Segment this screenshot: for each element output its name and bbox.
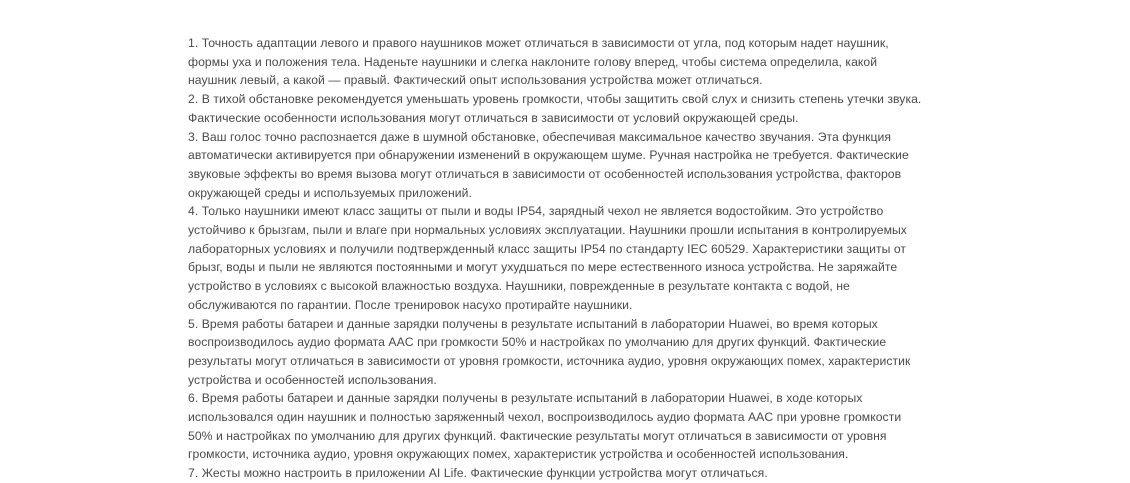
note-number: 6.	[188, 391, 199, 406]
note-number: 3.	[188, 129, 199, 144]
note-number: 5.	[188, 316, 199, 331]
disclaimer-note-7	[188, 464, 928, 483]
disclaimer-note-5	[188, 315, 928, 390]
note-number: 7.	[188, 466, 199, 481]
note-text: Ваш голос точно распознается даже в шумной обстановке, обеспечивая максимальное качество звучания. Эта функция автоматически активируется при обнаружении изменений в окружающем шуме. Ручная настройка не требуется. Фактические звуковые эффекты во время вызова могут отличаться в зависимости от особенностей использования устройства, факторов окружающей среды и используемых приложений.	[188, 129, 909, 200]
note-text: В тихой обстановке рекомендуется уменьшать уровень громкости, чтобы защитить свой слух и снизить степень утечки звука. Фактические особенности использования могут отличаться в зависимости от условий окружающей среды.	[188, 92, 922, 125]
note-text: Время работы батареи и данные зарядки получены в результате испытаний в лаборатории Huawei, во время которых воспроизводилось аудио формата AAC при громкости 50% и настройках по умолчанию для других функций. Фактические результаты могут отличаться в зависимости от уровня громкости, источника аудио, уровня окружающих помех, характеристик устройства и особенностей использования.	[188, 316, 911, 387]
disclaimer-note-4	[188, 202, 928, 314]
note-text: Время работы батареи и данные зарядки получены в результате испытаний в лаборатории Huawei, в ходе которых использовался один наушник и полностью заряженный чехол, воспроизводилось аудио формата AAC при уровне громкости 50% и настройках по умолчанию для других функций. Фактические результаты могут отличаться в зависимости от уровня громкости, источника аудио, уровня окружающих помех, характеристик устройства и особенностей использования.	[188, 391, 902, 462]
disclaimer-notes	[188, 34, 928, 483]
note-text: Жесты можно настроить в приложении AI Life. Фактические функции устройства могут отличаться.	[201, 466, 768, 481]
note-number: 1.	[188, 36, 199, 50]
note-text: Точность адаптации левого и правого наушников может отличаться в зависимости от угла, под которым надет наушник, формы уха и положения тела. Наденьте наушники и слегка наклоните голову вперед, чтобы система определила, какой наушник левый, а какой — правый. Фактический опыт использования устройства может отличаться.	[188, 36, 889, 88]
note-number: 2.	[188, 92, 199, 107]
disclaimer-note-2	[188, 90, 928, 127]
note-number: 4.	[188, 204, 199, 219]
disclaimer-note-1	[188, 34, 928, 90]
disclaimer-note-3	[188, 128, 928, 203]
note-text: Только наушники имеют класс защиты от пыли и воды IP54, зарядный чехол не является водостойким. Это устройство устойчиво к брызгам, пыли и влаге при нормальных условиях эксплуатации. Наушники прошли испытания в контролируемых лабораторных условиях и получили подтвержденный класс защиты IP54 по стандарту IEC 60529. Характеристики защиты от брызг, воды и пыли не являются постоянными и могут ухудшаться по мере естественного износа устройства. Не заряжайте устройство в условиях с высокой влажностью воздуха. Наушники, поврежденные в результате контакта с водой, не обслуживаются по гарантии. После тренировок насухо протирайте наушники.	[188, 204, 907, 312]
